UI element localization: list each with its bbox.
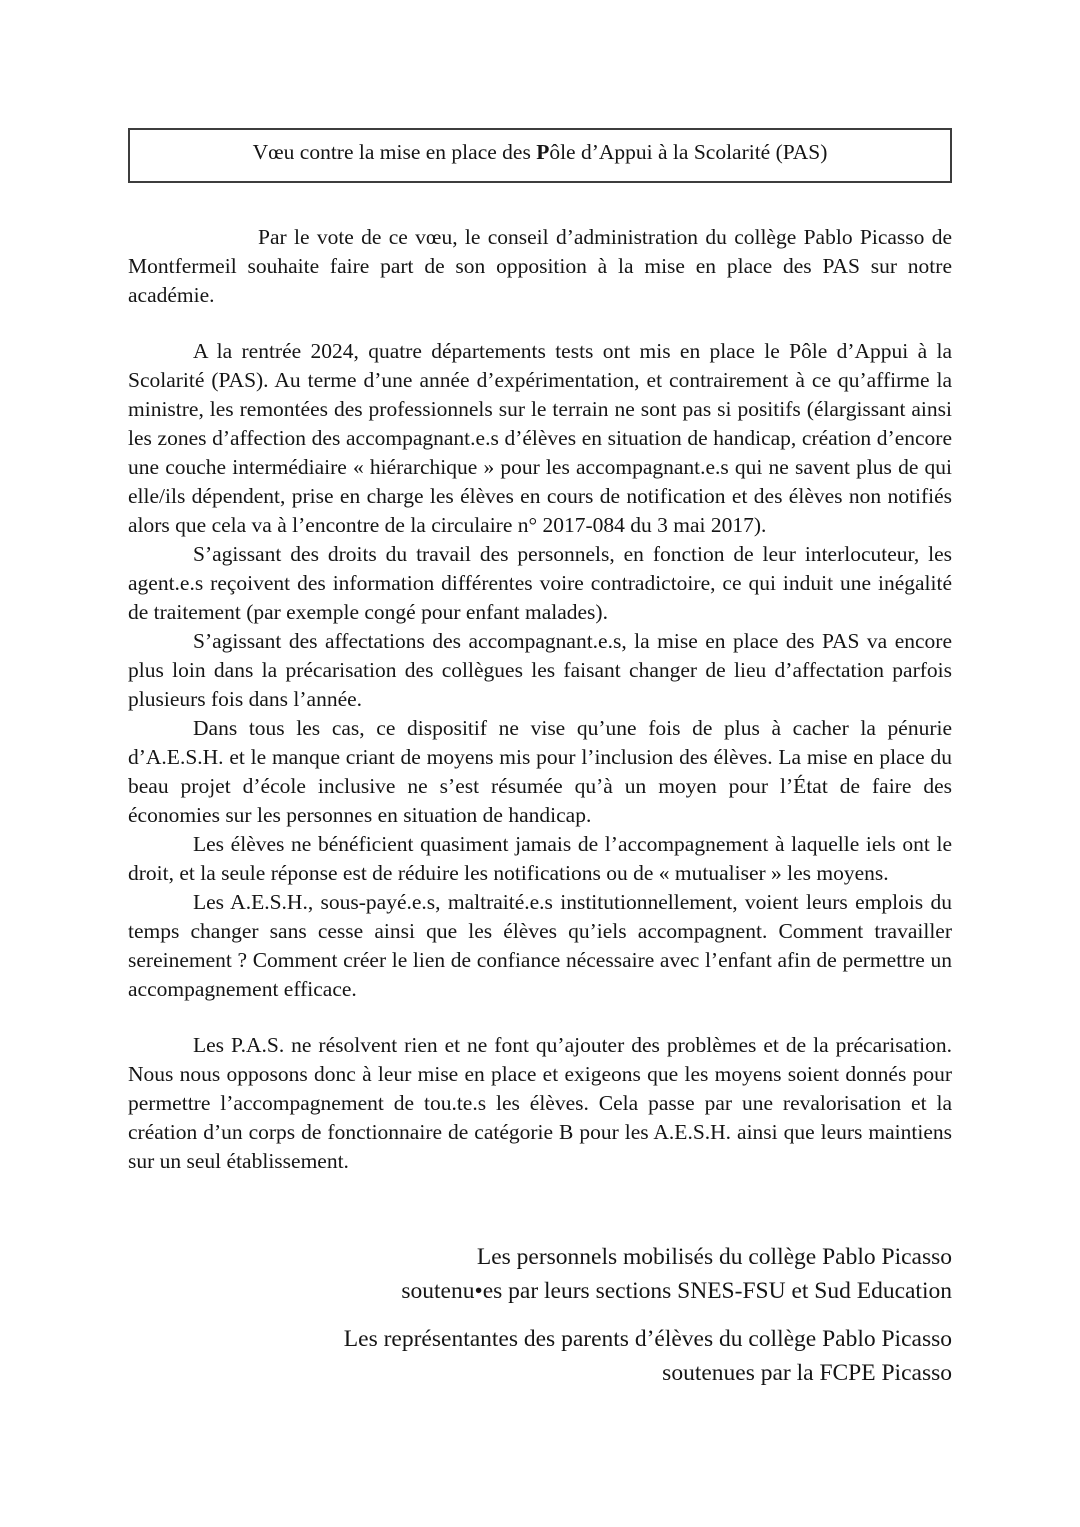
paragraph-penurie: Dans tous les cas, ce dispositif ne vise qu’une fois de plus à cacher la pénurie d’A.E.S.H. et le manque criant de moyens mis pour l’inclusion des élèves. La mise en place du beau projet d’école inclusive ne s’est résumée qu’à un moyen pour l’État de faire des économies sur les personnes en situation de handicap.: [128, 716, 952, 827]
document-content: [128, 128, 952, 1390]
title-segment-after: ôle d’Appui à la Scolarité (PAS): [549, 140, 828, 164]
signature-block: [128, 1240, 952, 1390]
signature-line-sections: soutenu•es par leurs sections SNES-FSU et Sud Education: [401, 1278, 952, 1304]
title-segment-before: Vœu contre la mise en place des: [252, 140, 537, 164]
paragraph-affectations: S’agissant des affectations des accompagnant.e.s, la mise en place des PAS va encore plus loin dans la précarisation des collègues les faisant changer de lieu d’affectation parfois plusieurs fois dans l’année.: [128, 629, 952, 711]
paragraph-rentree-2024: A la rentrée 2024, quatre départements tests ont mis en place le Pôle d’Appui à la Scolarité (PAS). Au terme d’une année d’expérimentation, et contrairement à ce qu’affirme la ministre, les remontées des professionnels sur le terrain ne sont pas si positifs (élargissant ainsi les zones d’affection des accompagnant.e.s d’élèves en situation de handicap, création d’encore une couche intermédiaire « hiérarchique » pour les accompagnant.e.s qui ne savent plus de qui elle/ils dépendent, prise en charge les élèves en cours de notification et des élèves non notifiés alors que cela va à l’encontre de la circulaire n° 2017-084 du 3 mai 2017).: [128, 339, 952, 537]
signature-line-parents: Les représentantes des parents d’élèves du collège Pablo Picasso: [343, 1326, 952, 1352]
title-box: [128, 128, 952, 183]
paragraph-droits-travail: S’agissant des droits du travail des personnels, en fonction de leur interlocuteur, les agent.e.s reçoivent des information différentes voire contradictoire, ce qui induit une inégalité de traitement (par exemple congé pour enfant malades).: [128, 542, 952, 624]
signature-line-fcpe: soutenues par la FCPE Picasso: [662, 1360, 952, 1386]
paragraph-conclusion: Les P.A.S. ne résolvent rien et ne font qu’ajouter des problèmes et de la précarisation. Nous nous opposons donc à leur mise en place et exigeons que les moyens soient donnés pour permettre l’accompagnement de tou.te.s les élèves. Cela passe par une revalorisation et la création d’un corps de fonctionnaire de catégorie B pour les A.E.S.H. ainsi que leurs maintiens sur un seul établissement.: [128, 1033, 952, 1173]
paragraph-intro: Par le vote de ce vœu, le conseil d’administration du collège Pablo Picasso de Montfermeil souhaite faire part de son opposition à la mise en place des PAS sur notre académie.: [128, 225, 952, 307]
paragraph-eleves: Les élèves ne bénéficient quasiment jamais de l’accompagnement à laquelle iels ont le droit, et la seule réponse est de réduire les notifications ou de « mutualiser » les moyens.: [128, 832, 952, 885]
title-segment-bold: P: [536, 140, 550, 164]
signature-line-personnels: Les personnels mobilisés du collège Pablo Picasso: [476, 1244, 952, 1270]
paragraph-aesh: Les A.E.S.H., sous-payé.e.s, maltraité.e.s institutionnellement, voient leurs emplois du temps changer sans cesse ainsi que les élèves qu’iels accompagnent. Comment travailler sereinement ? Comment créer le lien de confiance nécessaire avec l’enfant afin de permettre un accompagnement efficace.: [128, 890, 952, 1001]
document-title: [253, 140, 828, 164]
